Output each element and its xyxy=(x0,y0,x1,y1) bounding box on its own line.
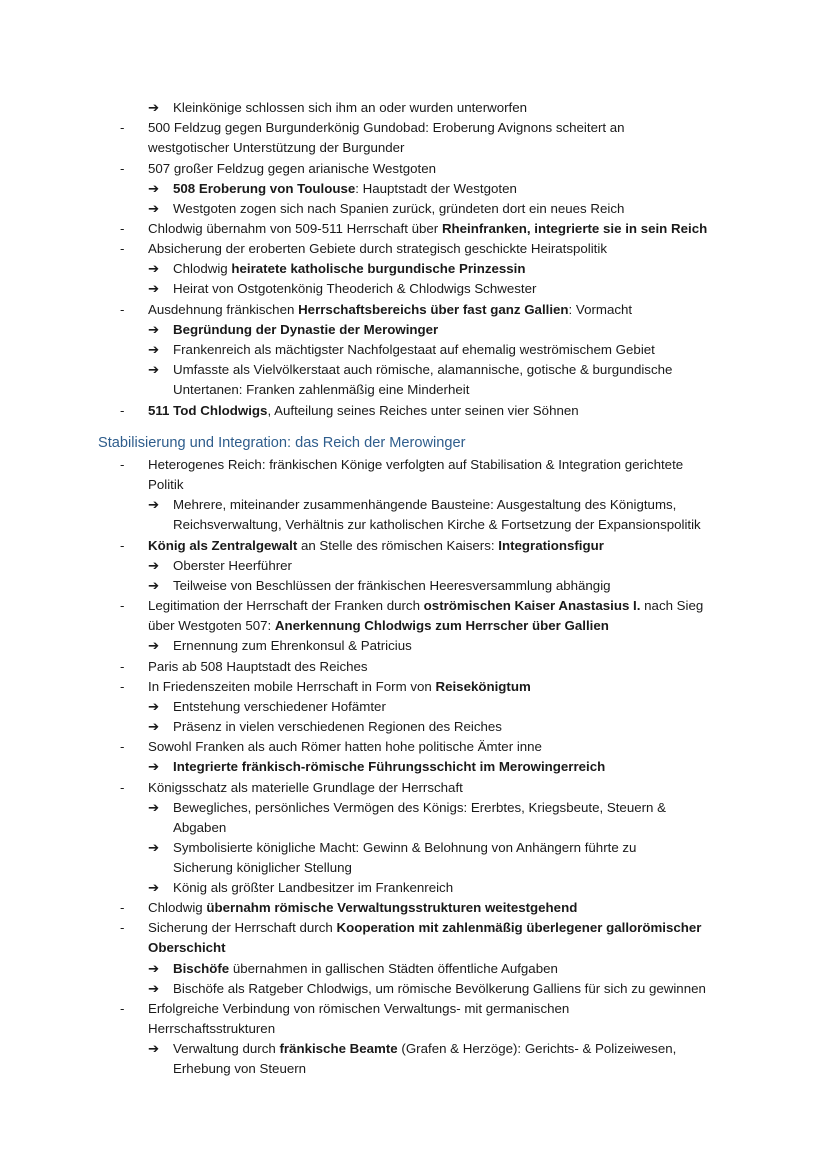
arrow-icon: ➔ xyxy=(148,880,160,895)
text-line xyxy=(173,380,469,400)
text-line xyxy=(173,320,438,340)
text: Entstehung verschiedener Hofämter xyxy=(173,699,386,714)
text: Reichsverwaltung, Verhältnis zur katholischen Kirche & Fortsetzung der Expansionspolitik xyxy=(173,517,701,532)
bold-text: 511 Tod Chlodwigs xyxy=(148,403,268,418)
text-line xyxy=(148,455,683,475)
text-line xyxy=(173,556,292,576)
text: (Grafen & Herzöge): Gerichts- & Polizeiwesen, xyxy=(397,1041,677,1056)
text: Chlodwig xyxy=(148,900,207,915)
text-line xyxy=(173,340,655,360)
arrow-icon: ➔ xyxy=(148,961,160,976)
arrow-icon: ➔ xyxy=(148,497,160,512)
bold-text: Integrierte fränkisch-römische Führungsschicht im Merowingerreich xyxy=(173,759,606,774)
text: Ernennung zum Ehrenkonsul & Patricius xyxy=(173,638,412,653)
bold-text: König als Zentralgewalt xyxy=(148,538,298,553)
text-line xyxy=(148,159,436,179)
text-line xyxy=(173,199,624,219)
text: Umfasste als Vielvölkerstaat auch römische, alamannische, gotische & burgundische xyxy=(173,362,673,377)
bold-text: Oberschicht xyxy=(148,940,226,955)
text: , Aufteilung seines Reiches unter seinen vier Söhnen xyxy=(267,403,579,418)
dash-bullet: - xyxy=(120,403,125,418)
text: 507 großer Feldzug gegen arianische Westgoten xyxy=(148,161,437,176)
text-line xyxy=(148,475,183,495)
text: Chlodwig xyxy=(173,261,232,276)
text: In Friedenszeiten mobile Herrschaft in Form von xyxy=(148,679,436,694)
arrow-icon: ➔ xyxy=(148,638,160,653)
text: Heirat von Ostgotenkönig Theoderich & Chlodwigs Schwester xyxy=(173,281,537,296)
text: Verwaltung durch xyxy=(173,1041,280,1056)
text-line xyxy=(173,878,453,898)
arrow-icon: ➔ xyxy=(148,699,160,714)
text-line xyxy=(148,219,707,239)
bold-text: 508 Eroberung von Toulouse xyxy=(173,181,356,196)
text: : Vormacht xyxy=(568,302,633,317)
text: Ausdehnung fränkischen xyxy=(148,302,299,317)
bold-text: Anerkennung Chlodwigs zum Herrscher über Gallien xyxy=(274,618,609,633)
arrow-icon: ➔ xyxy=(148,322,160,337)
text-line xyxy=(173,838,636,858)
text: Bewegliches, persönliches Vermögen des Königs: Ererbtes, Kriegsbeute, Steuern & xyxy=(173,800,667,815)
text-line xyxy=(148,677,531,697)
text-line xyxy=(173,279,536,299)
text: an Stelle des römischen Kaisers: xyxy=(297,538,499,553)
dash-bullet: - xyxy=(120,538,125,553)
section-heading: Stabilisierung und Integration: das Reich der Merowinger xyxy=(98,435,466,451)
text: Erfolgreiche Verbindung von römischen Verwaltungs- mit germanischen xyxy=(148,1001,570,1016)
text-line xyxy=(148,657,368,677)
text-line xyxy=(173,179,517,199)
dash-bullet: - xyxy=(120,457,125,472)
dash-bullet: - xyxy=(120,221,125,236)
bold-text: Rheinfranken, integrierte sie in sein Reich xyxy=(441,221,708,236)
dash-bullet: - xyxy=(120,900,125,915)
text-line xyxy=(148,999,569,1019)
text: König als größter Landbesitzer im Frankenreich xyxy=(173,880,454,895)
text: westgotischer Unterstützung der Burgunder xyxy=(148,140,405,155)
dash-bullet: - xyxy=(120,302,125,317)
text-line xyxy=(173,979,706,999)
text-line xyxy=(173,798,666,818)
arrow-icon: ➔ xyxy=(148,362,160,377)
arrow-icon: ➔ xyxy=(148,100,160,115)
dash-bullet: - xyxy=(120,598,125,613)
arrow-icon: ➔ xyxy=(148,1041,160,1056)
text-line xyxy=(173,515,701,535)
bold-text: Reisekönigtum xyxy=(435,679,531,694)
text: : Hauptstadt der Westgoten xyxy=(355,181,517,196)
dash-bullet: - xyxy=(120,920,125,935)
arrow-icon: ➔ xyxy=(148,201,160,216)
text-line xyxy=(148,1019,275,1039)
text-line xyxy=(173,697,386,717)
text: Paris ab 508 Hauptstadt des Reiches xyxy=(148,659,368,674)
bold-text: heiratete katholische burgundische Prinzessin xyxy=(231,261,526,276)
text-line xyxy=(173,360,672,380)
arrow-icon: ➔ xyxy=(148,759,160,774)
arrow-icon: ➔ xyxy=(148,181,160,196)
text: Chlodwig übernahm von 509-511 Herrschaft über xyxy=(148,221,442,236)
arrow-icon: ➔ xyxy=(148,800,160,815)
text-line xyxy=(148,401,579,421)
text: Erhebung von Steuern xyxy=(173,1061,307,1076)
text: Königsschatz als materielle Grundlage der Herrschaft xyxy=(148,780,463,795)
arrow-icon: ➔ xyxy=(148,719,160,734)
dash-bullet: - xyxy=(120,739,125,754)
bold-text: Herrschaftsbereichs über fast ganz Gallien xyxy=(298,302,569,317)
text: Teilweise von Beschlüssen der fränkischen Heeresversammlung abhängig xyxy=(173,578,611,593)
text: Bischöfe als Ratgeber Chlodwigs, um römische Bevölkerung Galliens für sich zu gewinnen xyxy=(173,981,706,996)
text-line xyxy=(173,858,352,878)
text-line xyxy=(148,239,607,259)
text-line xyxy=(148,118,625,138)
arrow-icon: ➔ xyxy=(148,342,160,357)
text: Legitimation der Herrschaft der Franken durch xyxy=(148,598,424,613)
text-line xyxy=(148,138,404,158)
text-line xyxy=(173,1059,306,1079)
text-line xyxy=(148,616,609,636)
arrow-icon: ➔ xyxy=(148,281,160,296)
text-line xyxy=(173,717,502,737)
text: 500 Feldzug gegen Burgunderkönig Gundobad: Eroberung Avignons scheitert an xyxy=(148,120,625,135)
text-line xyxy=(148,918,701,938)
bold-text: fränkische Beamte xyxy=(279,1041,398,1056)
text-line xyxy=(173,959,558,979)
text: Sicherung königlicher Stellung xyxy=(173,860,352,875)
arrow-icon: ➔ xyxy=(148,981,160,996)
text-line xyxy=(148,300,632,320)
text: Mehrere, miteinander zusammenhängende Bausteine: Ausgestaltung des Königtums, xyxy=(173,497,677,512)
text-line xyxy=(173,636,412,656)
text-line xyxy=(148,596,703,616)
text-line xyxy=(173,259,525,279)
text-line xyxy=(173,1039,676,1059)
dash-bullet: - xyxy=(120,161,125,176)
text-line xyxy=(173,495,676,515)
bold-text: Kooperation mit zahlenmäßig überlegener gallorömischer xyxy=(336,920,702,935)
text: Sicherung der Herrschaft durch xyxy=(148,920,337,935)
bold-text: oströmischen Kaiser Anastasius I. xyxy=(423,598,641,613)
arrow-icon: ➔ xyxy=(148,261,160,276)
text: Heterogenes Reich: fränkischen Könige verfolgten auf Stabilisation & Integration gerichtete xyxy=(148,457,684,472)
dash-bullet: - xyxy=(120,1001,125,1016)
text: Untertanen: Franken zahlenmäßig eine Minderheit xyxy=(173,382,470,397)
text: über Westgoten 507: xyxy=(148,618,275,633)
text: Politik xyxy=(148,477,184,492)
bold-text: übernahm römische Verwaltungsstrukturen weitestgehend xyxy=(206,900,578,915)
arrow-icon: ➔ xyxy=(148,558,160,573)
text-line xyxy=(173,576,611,596)
text: Kleinkönige schlossen sich ihm an oder wurden unterworfen xyxy=(173,100,528,115)
arrow-icon: ➔ xyxy=(148,840,160,855)
bold-text: Bischöfe xyxy=(173,961,230,976)
text: Sowohl Franken als auch Römer hatten hohe politische Ämter inne xyxy=(148,739,542,754)
text-line xyxy=(173,98,527,118)
text: Oberster Heerführer xyxy=(173,558,292,573)
text-line xyxy=(148,778,463,798)
text: übernahmen in gallischen Städten öffentliche Aufgaben xyxy=(229,961,558,976)
dash-bullet: - xyxy=(120,241,125,256)
text: Frankenreich als mächtigster Nachfolgestaat auf ehemalig weströmischem Gebiet xyxy=(173,342,655,357)
text-line xyxy=(148,938,226,958)
text-line xyxy=(148,898,577,918)
text-line xyxy=(173,818,226,838)
text-line xyxy=(148,737,542,757)
text: Abgaben xyxy=(173,820,227,835)
text: Absicherung der eroberten Gebiete durch strategisch geschickte Heiratspolitik xyxy=(148,241,607,256)
arrow-icon: ➔ xyxy=(148,578,160,593)
dash-bullet: - xyxy=(120,120,125,135)
text: Präsenz in vielen verschiedenen Regionen des Reiches xyxy=(173,719,502,734)
text: Herrschaftsstrukturen xyxy=(148,1021,276,1036)
dash-bullet: - xyxy=(120,780,125,795)
text-line xyxy=(173,757,605,777)
text-line xyxy=(148,536,604,556)
text: Westgoten zogen sich nach Spanien zurück, gründeten dort ein neues Reich xyxy=(173,201,625,216)
text: Symbolisierte königliche Macht: Gewinn & Belohnung von Anhängern führte zu xyxy=(173,840,637,855)
bold-text: Integrationsfigur xyxy=(498,538,604,553)
text: nach Sieg xyxy=(640,598,704,613)
bold-text: Begründung der Dynastie der Merowinger xyxy=(173,322,439,337)
dash-bullet: - xyxy=(120,659,125,674)
dash-bullet: - xyxy=(120,679,125,694)
